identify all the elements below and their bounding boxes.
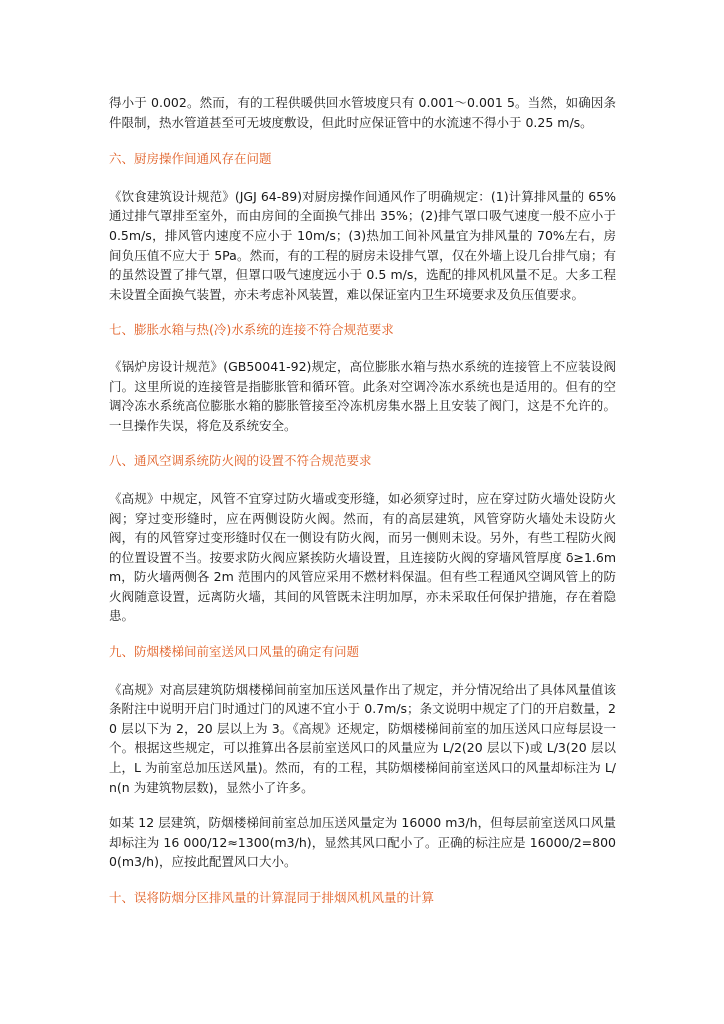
paragraph-water-pipe-slope: 得小于 0.002。然而，有的工程供暖供回水管坡度只有 0.001～0.001 5。当然，如确因条件限制，热水管道甚至可无坡度敷设，但此时应保证管中的水流速不得小于 0.25 m/s。 — [109, 95, 616, 130]
document-page — [109, 93, 616, 908]
paragraph-example-calculation: 如某 12 层建筑，防烟楼梯间前室总加压送风量定为 16000 m3/h，但每层前室送风口风量却标注为 16 000/12≈1300(m3/h)，显然其风口配小了。正确的标注应是 16000/2=8000(m3/h)，应按此配置风口大小。 — [109, 815, 616, 870]
paragraph-stair-pressurization: 《高规》对高层建筑防烟楼梯间前室加压送风量作出了规定，并分情况给出了具体风量值该条附注中说明开启门时通过门的风速不宜小于 0.7m/s；条文说明中规定了门的开启数量，20 层以下为 2，20 层以上为 3。《高规》还规定，防烟楼梯间前室的加压送风口应每层设一个。根据这些规定，可以推算出各层前室送风口的风量应为 L/2(20 层以下)或 L/3(20 层以上，L 为前室总加压送风量)。然而，有的工程，其防烟楼梯间前室送风口的风量却标注为 L/n(n 为建筑物层数)，显然小了许多。 — [109, 681, 616, 795]
section-heading-7: 七、膨胀水箱与热(冷)水系统的连接不符合规范要求 — [109, 322, 394, 338]
paragraph-expansion-tank: 《锅炉房设计规范》(GB50041-92)规定，高位膨胀水箱与热水系统的连接管上不应装设阀门。这里所说的连接管是指膨胀管和循环管。此条对空调冷冻水系统也是适用的。但有的空调冷冻水系统高位膨胀水箱的膨胀管接至冷冻机房集水器上且安装了阀门，这是不允许的。一旦操作失误，将危及系统安全。 — [109, 358, 616, 433]
section-heading-6: 六、厨房操作间通风存在问题 — [109, 151, 272, 167]
section-heading-8: 八、通风空调系统防火阀的设置不符合规范要求 — [109, 453, 372, 469]
paragraph-fire-damper: 《高规》中规定，风管不宜穿过防火墙或变形缝，如必须穿过时，应在穿过防火墙处设防火阀；穿过变形缝时，应在两侧设防火阀。然而，有的高层建筑，风管穿防火墙处未设防火阀，有的风管穿过变形缝时仅在一侧设有防火阀，而另一侧则未设。另外，有些工程防火阀的位置设置不当。按要求防火阀应紧挨防火墙设置，且连接防火阀的穿墙风管厚度 δ≥1.6mm，防火墙两侧各 2m 范围内的风管应采用不燃材料保温。但有些工程通风空调风管上的防火阀随意设置，远离防火墙，其间的风管既未注明加厚，亦未采取任何保护措施，存在着隐患。 — [109, 490, 616, 624]
section-heading-9: 九、防烟楼梯间前室送风口风量的确定有问题 — [109, 644, 360, 660]
section-heading-10: 十、误将防烟分区排风量的计算混同于排烟风机风量的计算 — [109, 890, 435, 905]
paragraph-kitchen-ventilation: 《饮食建筑设计规范》(JGJ 64-89)对厨房操作间通风作了明确规定：(1)计算排风量的 65%通过排气罩排至室外，而由房间的全面换气排出 35%；(2)排气罩口吸气速度一般不应小于 0.5m/s，排风管内速度不应小于 10m/s；(3)热加工间补风量宜为排风量的 70%左右，房间负压值不应大于 5Pa。然而，有的工程的厨房未设排气罩，仅在外墙上设几台排气扇；有的虽然设置了排气罩，但罩口吸气速度远小于 0.5 m/s，选配的排风机风量不足。大多工程未设置全面换气装置，亦未考虑补风装置，难以保证室内卫生环境要求及负压值要求。 — [109, 188, 616, 302]
